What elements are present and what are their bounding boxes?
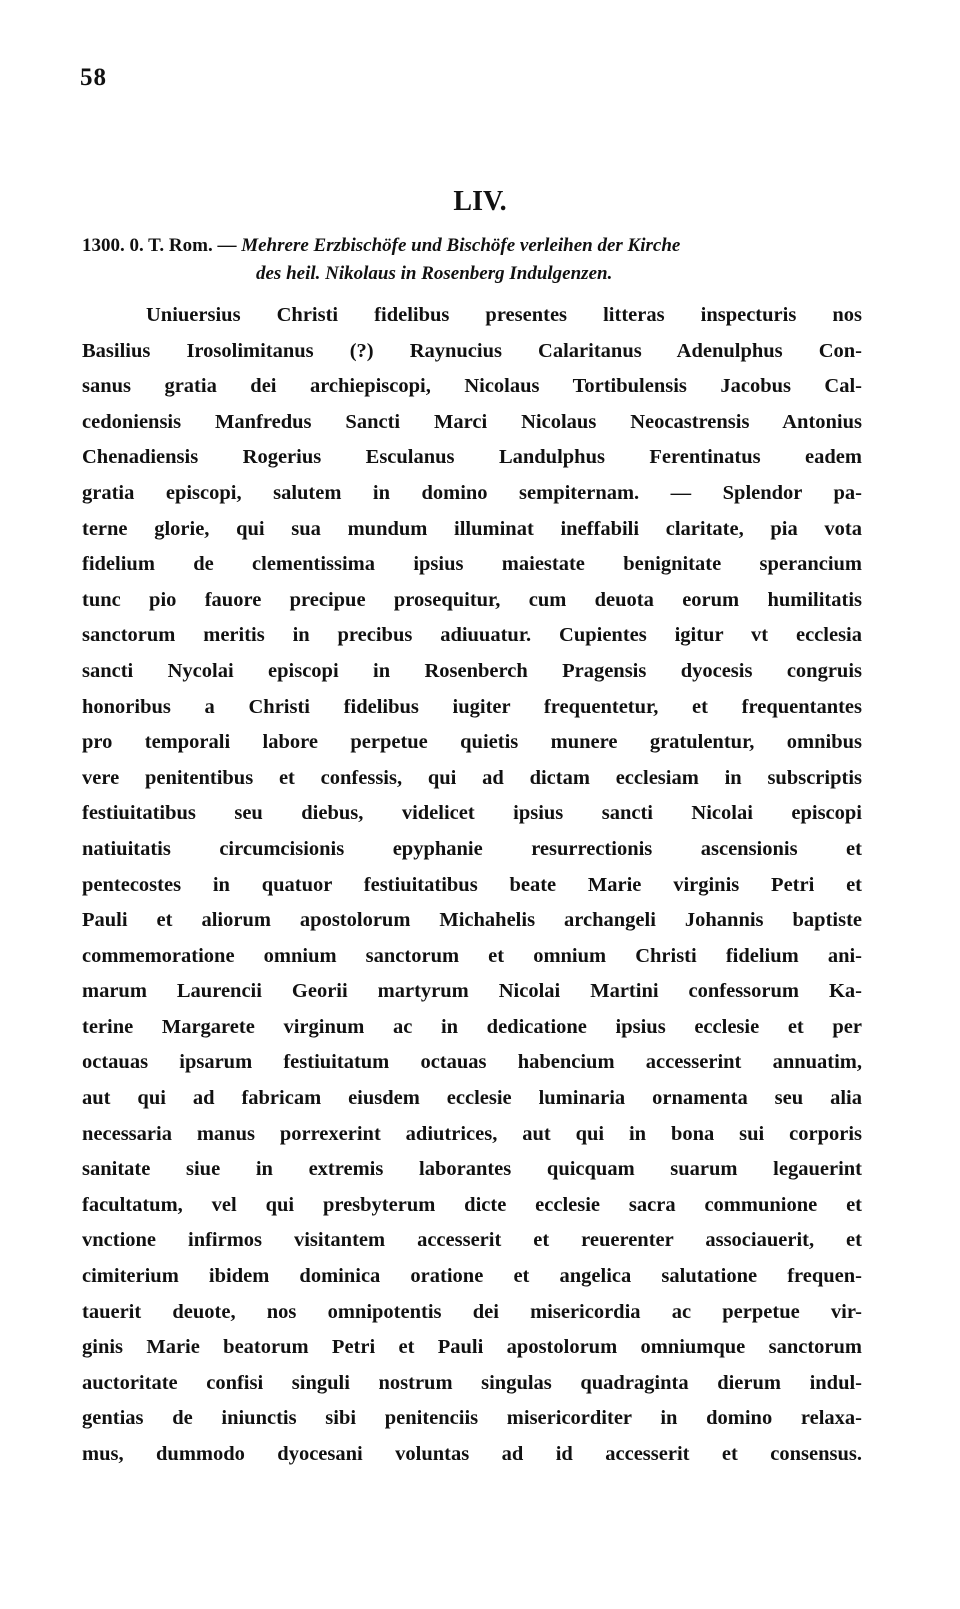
body-line: Pauli et aliorum apostolorum Michahelis archangeli Johannis baptiste bbox=[82, 909, 862, 932]
body-line: cedoniensis Manfredus Sancti Marci Nicolaus Neocastrensis Antonius bbox=[82, 410, 862, 433]
body-line: festiuitatibus seu diebus, videlicet ipsius sancti Nicolai episcopi bbox=[82, 802, 862, 825]
page-number: 58 bbox=[80, 64, 107, 91]
body-line: sancti Nycolai episcopi in Rosenberch Pragensis dyocesis congruis bbox=[82, 659, 862, 682]
heading-separator: — bbox=[217, 235, 237, 256]
body-line: sanctorum meritis in precibus adiuuatur. Cupientes igitur vt ecclesia bbox=[82, 624, 862, 647]
body-line: marum Laurencii Georii martyrum Nicolai Martini confessorum Ka- bbox=[82, 980, 862, 1003]
body-line: aut qui ad fabricam eiusdem ecclesie luminaria ornamenta seu alia bbox=[82, 1087, 862, 1110]
body-line: pro temporali labore perpetue quietis munere gratulentur, omnibus bbox=[82, 731, 862, 754]
body-line: vere penitentibus et confessis, qui ad dictam ecclesiam in subscriptis bbox=[82, 766, 862, 789]
document-number: LIV. bbox=[453, 186, 507, 217]
body-line: gratia episcopi, salutem in domino sempiternam. — Splendor pa- bbox=[82, 481, 862, 504]
document-body bbox=[82, 298, 862, 1473]
body-line: Uniuersius Christi fidelibus presentes litteras inspecturis nos bbox=[146, 304, 862, 326]
body-line: terine Margarete virginum ac in dedicatione ipsius ecclesie et per bbox=[82, 1015, 862, 1038]
heading-date-place: 1300. 0. T. Rom. bbox=[82, 235, 213, 256]
body-line: natiuitatis circumcisionis epyphanie resurrectionis ascensionis et bbox=[82, 837, 862, 860]
body-line: commemoratione omnium sanctorum et omnium Christi fidelium ani- bbox=[82, 944, 862, 967]
body-line: ginis Marie beatorum Petri et Pauli apostolorum omniumque sanctorum bbox=[82, 1336, 862, 1359]
body-line: sanitate siue in extremis laborantes quicquam suarum legauerint bbox=[82, 1158, 862, 1181]
body-line: pentecostes in quatuor festiuitatibus beate Marie virginis Petri et bbox=[82, 873, 862, 896]
body-line: honoribus a Christi fidelibus iugiter frequentetur, et frequentantes bbox=[82, 695, 862, 718]
body-line: cimiterium ibidem dominica oratione et angelica salutatione frequen- bbox=[82, 1265, 862, 1288]
body-line: sanus gratia dei archiepiscopi, Nicolaus Tortibulensis Jacobus Cal- bbox=[82, 375, 862, 398]
body-line: gentias de iniunctis sibi penitenciis misericorditer in domino relaxa- bbox=[82, 1407, 862, 1430]
body-line: tauerit deuote, nos omnipotentis dei misericordia ac perpetue vir- bbox=[82, 1300, 862, 1323]
body-line: auctoritate confisi singuli nostrum singulas quadraginta dierum indul- bbox=[82, 1371, 862, 1394]
body-line: terne glorie, qui sua mundum illuminat ineffabili claritate, pia vota bbox=[82, 517, 862, 540]
heading-summary-line2: des heil. Nikolaus in Rosenberg Indulgenzen. bbox=[256, 263, 613, 284]
body-line: Chenadiensis Rogerius Esculanus Landulphus Ferentinatus eadem bbox=[82, 446, 862, 469]
body-line: mus, dummodo dyocesani voluntas ad id accesserit et consensus. bbox=[82, 1443, 862, 1465]
body-line: Basilius Irosolimitanus (?) Raynucius Calaritanus Adenulphus Con- bbox=[82, 339, 862, 362]
body-line: tunc pio fauore precipue prosequitur, cum deuota eorum humilitatis bbox=[82, 588, 862, 611]
heading-summary-line1: Mehrere Erzbischöfe und Bischöfe verleihen der Kirche bbox=[241, 235, 681, 256]
body-line: facultatum, vel qui presbyterum dicte ecclesie sacra communione et bbox=[82, 1193, 862, 1216]
body-line: fidelium de clementissima ipsius maiestate benignitate sperancium bbox=[82, 553, 862, 576]
document-heading bbox=[82, 232, 860, 288]
body-line: vnctione infirmos visitantem accesserit et reuerenter associauerit, et bbox=[82, 1229, 862, 1252]
body-line: necessaria manus porrexerint adiutrices, aut qui in bona sui corporis bbox=[82, 1122, 862, 1145]
body-line: octauas ipsarum festiuitatum octauas habencium accesserint annuatim, bbox=[82, 1051, 862, 1074]
